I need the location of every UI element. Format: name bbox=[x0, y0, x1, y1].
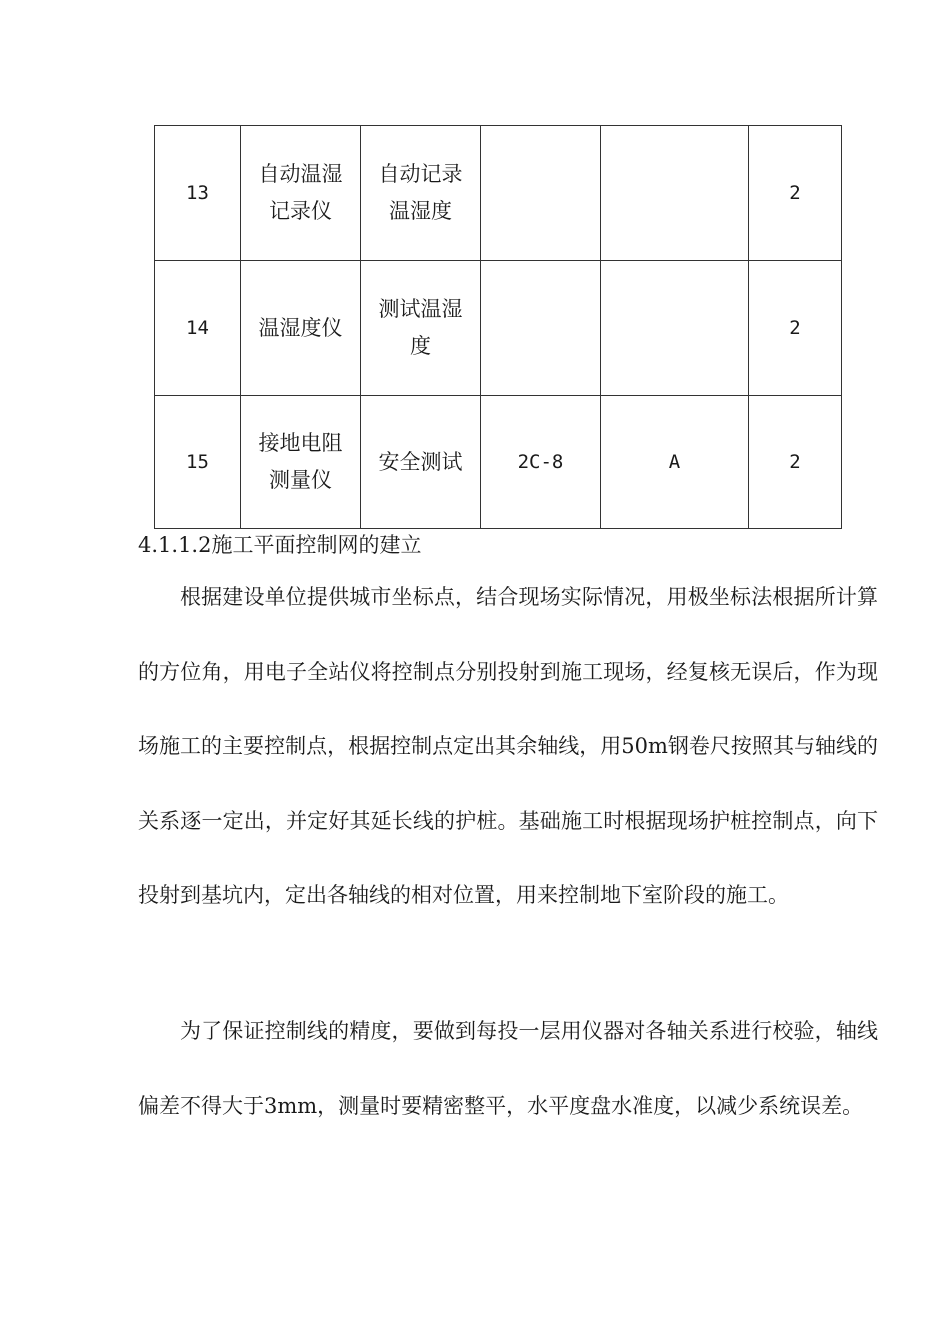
instrument-grade bbox=[601, 261, 749, 396]
table-row bbox=[155, 261, 842, 396]
instrument-use: 安全测试 bbox=[361, 396, 481, 529]
section-heading: 4.1.1.2施工平面控制网的建立 bbox=[138, 533, 422, 557]
instrument-quantity: 2 bbox=[749, 126, 842, 261]
instrument-model: 2C-8 bbox=[481, 396, 601, 529]
row-number: 13 bbox=[155, 126, 241, 261]
table-row bbox=[155, 126, 842, 261]
instrument-model bbox=[481, 126, 601, 261]
instrument-grade bbox=[601, 126, 749, 261]
table-row bbox=[155, 396, 842, 529]
instrument-model bbox=[481, 261, 601, 396]
row-number: 15 bbox=[155, 396, 241, 529]
instrument-quantity: 2 bbox=[749, 261, 842, 396]
instrument-name: 接地电阻 测量仪 bbox=[241, 396, 361, 529]
body-paragraph: 为了保证控制线的精度，要做到每投一层用仪器对各轴关系进行校验，轴线偏差不得大于3mm，测量时要精密整平，水平度盘水准度，以减少系统误差。 bbox=[138, 1019, 878, 1118]
instrument-quantity: 2 bbox=[749, 396, 842, 529]
instrument-grade: A bbox=[601, 396, 749, 529]
instrument-use: 测试温湿 度 bbox=[361, 261, 481, 396]
body-paragraph: 根据建设单位提供城市坐标点，结合现场实际情况，用极坐标法根据所计算的方位角，用电子全站仪将控制点分别投射到施工现场，经复核无误后，作为现场施工的主要控制点，根据控制点定出其余轴线，用50m钢卷尺按照其与轴线的关系逐一定出，并定好其延长线的护桩。基础施工时根据现场护桩控制点，向下投射到基坑内，定出各轴线的相对位置，用来控制地下室阶段的施工。 bbox=[138, 585, 878, 907]
equipment-table bbox=[154, 125, 842, 529]
instrument-name: 温湿度仪 bbox=[241, 261, 361, 396]
row-number: 14 bbox=[155, 261, 241, 396]
instrument-name: 自动温湿 记录仪 bbox=[241, 126, 361, 261]
instrument-use: 自动记录 温湿度 bbox=[361, 126, 481, 261]
